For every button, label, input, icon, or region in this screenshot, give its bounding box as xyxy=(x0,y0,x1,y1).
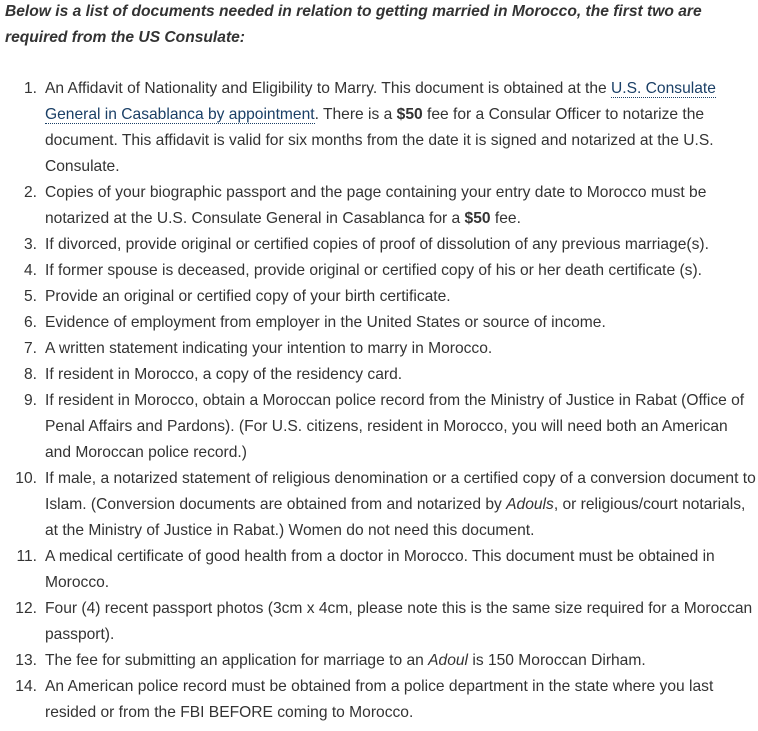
item-text: is 150 Moroccan Dirham. xyxy=(468,652,646,669)
item-text: fee for a Consular Officer to notarize the document. This affidavit is valid for six months from the date it is signed and notarized at the U.S. Consulate. xyxy=(45,106,714,175)
list-item xyxy=(45,648,757,674)
item-text: The fee for submitting an application for marriage to an xyxy=(45,652,429,669)
item-text: If male, a notarized statement of religious denomination or a certified copy of a conversion document to Islam. (Conversion documents are obtained from and notarized by xyxy=(45,470,756,513)
list-item: If divorced, provide original or certified copies of proof of dissolution of any previous marriage(s). xyxy=(45,236,709,253)
item-text: , or religious/court notarials, at the Ministry of Justice in Rabat.) Women do not need this document. xyxy=(45,496,746,539)
list-item: An American police record must be obtained from a police department in the state where you last resided or from the FBI BEFORE coming to Morocco. xyxy=(45,678,714,721)
emphasis-text: Adouls xyxy=(506,496,554,513)
fee-amount: $50 xyxy=(464,210,491,227)
list-item xyxy=(45,76,757,180)
list-item: If resident in Morocco, a copy of the residency card. xyxy=(45,366,403,383)
intro-text: Below is a list of documents needed in relation to getting married in Morocco, the first two are required from the US Consulate: xyxy=(5,3,702,46)
list-item: Evidence of employment from employer in the United States or source of income. xyxy=(45,314,606,331)
fee-amount: $50 xyxy=(396,106,423,123)
item-text: An Affidavit of Nationality and Eligibility to Marry. This document is obtained at the xyxy=(45,80,612,97)
list-item: Provide an original or certified copy of your birth certificate. xyxy=(45,288,451,305)
list-item: Four (4) recent passport photos (3cm x 4cm, please note this is the same size required for a Moroccan passport). xyxy=(45,600,753,643)
consulate-appointment-link[interactable]: U.S. Consulate General in Casablanca by appointment xyxy=(45,80,716,123)
emphasis-text: Adoul xyxy=(428,652,469,669)
list-item: A written statement indicating your intention to marry in Morocco. xyxy=(45,340,493,357)
list-item: If resident in Morocco, obtain a Moroccan police record from the Ministry of Justice in Rabat (Office of Penal Affairs and Pardons). (For U.S. citizens, resident in Morocco, you will need both an American and Moroccan police record.) xyxy=(45,392,745,461)
list-item xyxy=(45,180,757,232)
list-item: A medical certificate of good health from a doctor in Morocco. This document must be obtained in Morocco. xyxy=(45,548,715,591)
list-item xyxy=(45,466,757,544)
list-item: If former spouse is deceased, provide original or certified copy of his or her death certificate (s). xyxy=(45,262,702,279)
item-text: Copies of your biographic passport and the page containing your entry date to Morocco must be notarized at the U.S. Consulate General in Casablanca for a xyxy=(45,184,707,227)
item-text: fee. xyxy=(490,210,521,227)
required-documents-list xyxy=(0,76,757,726)
item-text: . There is a xyxy=(314,106,397,123)
